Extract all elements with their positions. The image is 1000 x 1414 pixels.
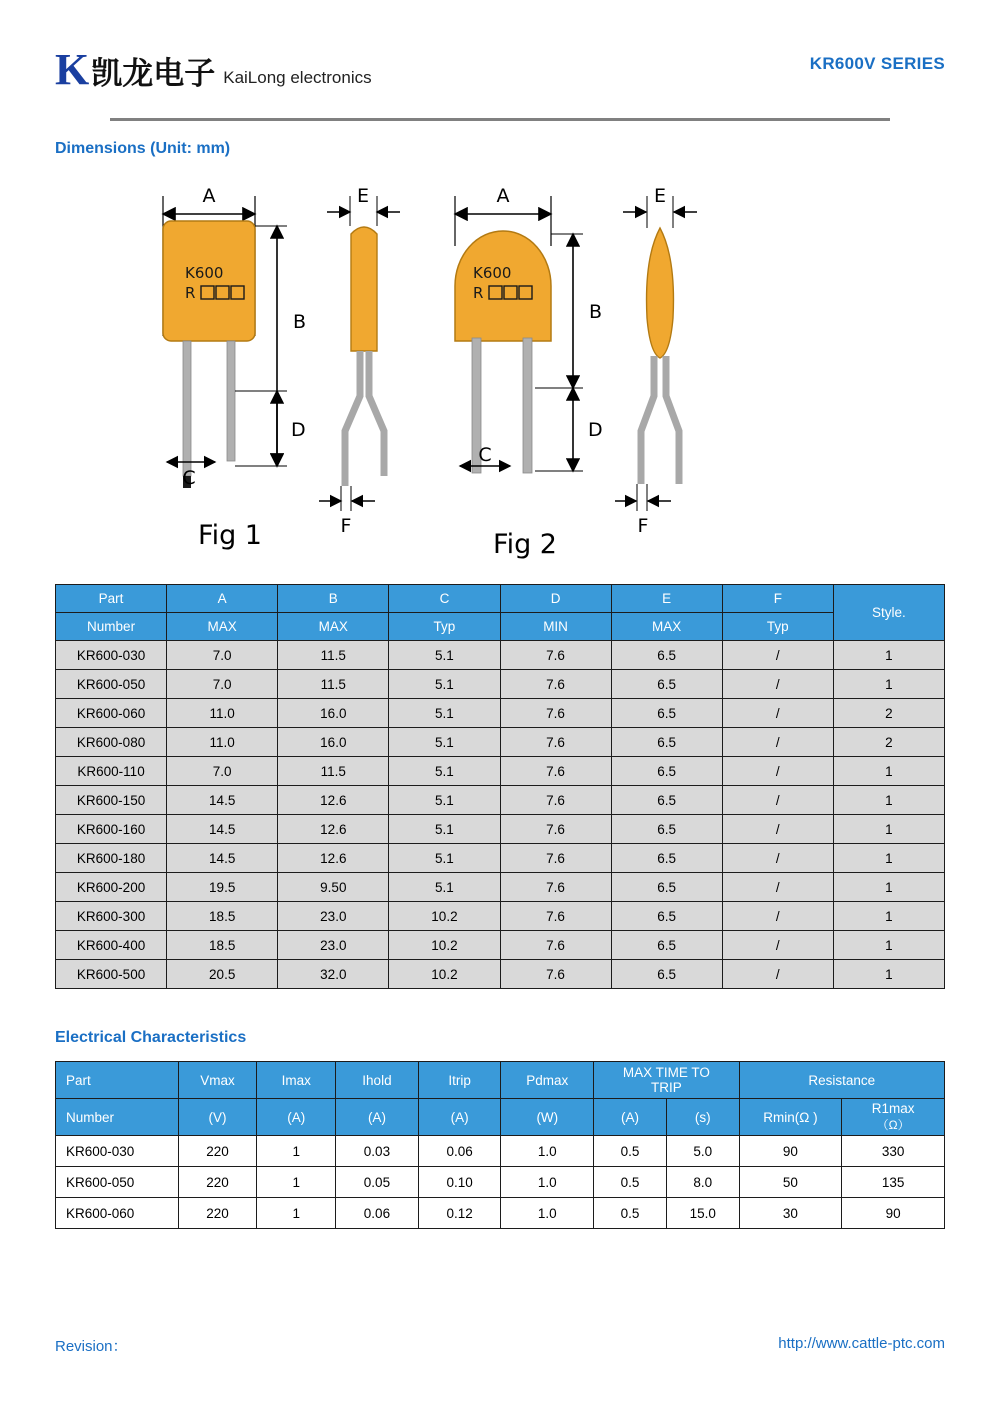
dim-cell-value: 7.6	[500, 815, 611, 844]
ec-cell-value: 1	[257, 1136, 336, 1167]
dim-header-d-min: MIN	[500, 613, 611, 641]
dim-cell-value: 1	[833, 641, 944, 670]
dim-cell-value: 11.5	[278, 670, 389, 699]
dim-cell-value: 14.5	[167, 815, 278, 844]
revision-label: Revision：	[55, 1338, 128, 1355]
dim-cell-value: 6.5	[611, 699, 722, 728]
dim-cell-value: 7.6	[500, 670, 611, 699]
dim-cell-value: 5.1	[389, 844, 500, 873]
dim-cell-value: 7.0	[167, 641, 278, 670]
dim-cell-value: 9.50	[278, 873, 389, 902]
ec-header-rmin: Rmin(Ω )	[739, 1099, 842, 1136]
dim-header-c: C	[389, 585, 500, 613]
dim-cell-value: 2	[833, 699, 944, 728]
ec-header-itrip: Itrip	[418, 1062, 501, 1099]
dim-cell-value: 5.1	[389, 670, 500, 699]
ec-cell-value: 0.5	[594, 1198, 667, 1229]
dim-cell-part-number: KR600-150	[56, 786, 167, 815]
ec-cell-part-number: KR600-060	[56, 1198, 179, 1229]
dim-cell-value: 6.5	[611, 902, 722, 931]
logo-english-name: KaiLong electronics	[223, 67, 372, 87]
dim-cell-value: 1	[833, 786, 944, 815]
svg-text:C: C	[478, 444, 492, 466]
table-row	[56, 786, 945, 815]
dim-cell-value: /	[722, 670, 833, 699]
dim-cell-value: 10.2	[389, 960, 500, 989]
table-row	[56, 902, 945, 931]
electrical-table-body	[56, 1136, 945, 1229]
dim-cell-value: 10.2	[389, 902, 500, 931]
ec-header-r1max	[842, 1099, 945, 1136]
dim-cell-value: 5.1	[389, 641, 500, 670]
dim-cell-part-number: KR600-160	[56, 815, 167, 844]
ec-unit-a-time: (A)	[594, 1099, 667, 1136]
ec-header-r1max-label: R1max	[871, 1101, 915, 1116]
dim-cell-value: 7.6	[500, 960, 611, 989]
ec-header-vmax: Vmax	[178, 1062, 257, 1099]
dim-cell-value: 12.6	[278, 786, 389, 815]
ec-header-resistance: Resistance	[739, 1062, 944, 1099]
dimension-drawing	[55, 166, 945, 566]
ec-cell-value: 1	[257, 1198, 336, 1229]
ec-cell-value: 30	[739, 1198, 842, 1229]
dim-cell-value: 1	[833, 757, 944, 786]
table-row	[56, 641, 945, 670]
dimensions-table	[55, 584, 945, 989]
dim-cell-value: 11.0	[167, 728, 278, 757]
page-footer	[55, 1335, 945, 1356]
dim-header-f-typ: Typ	[722, 613, 833, 641]
dim-header-c-typ: Typ	[389, 613, 500, 641]
dim-cell-value: 19.5	[167, 873, 278, 902]
dim-header-d: D	[500, 585, 611, 613]
svg-text:F: F	[340, 515, 352, 537]
dim-header-a-max: MAX	[167, 613, 278, 641]
dim-header-f: F	[722, 585, 833, 613]
ec-unit-s: (s)	[666, 1099, 739, 1136]
dim-cell-value: 7.6	[500, 699, 611, 728]
dim-cell-value: /	[722, 844, 833, 873]
table-row	[56, 960, 945, 989]
dim-cell-value: 14.5	[167, 844, 278, 873]
svg-text:K600: K600	[473, 264, 512, 282]
ec-header-maxtime-line1: MAX TIME TO	[622, 1065, 710, 1080]
dim-cell-value: /	[722, 960, 833, 989]
dim-header-a: A	[167, 585, 278, 613]
series-title: KR600V SERIES	[809, 54, 945, 73]
ec-header-pdmax: Pdmax	[501, 1062, 594, 1099]
dim-cell-part-number: KR600-050	[56, 670, 167, 699]
dim-cell-value: 16.0	[278, 728, 389, 757]
dim-cell-value: 23.0	[278, 931, 389, 960]
ec-unit-w: (W)	[501, 1099, 594, 1136]
dim-cell-value: 6.5	[611, 844, 722, 873]
dim-cell-value: 1	[833, 873, 944, 902]
dim-cell-value: 5.1	[389, 699, 500, 728]
ec-header-r1max-unit: （Ω）	[876, 1118, 910, 1132]
table-row	[56, 757, 945, 786]
dim-cell-value: 7.0	[167, 670, 278, 699]
dim-header-b: B	[278, 585, 389, 613]
dim-cell-value: 5.1	[389, 815, 500, 844]
ec-cell-value: 220	[178, 1136, 257, 1167]
ec-cell-part-number: KR600-050	[56, 1167, 179, 1198]
ec-cell-value: 8.0	[666, 1167, 739, 1198]
dim-cell-value: 11.5	[278, 757, 389, 786]
ec-header-ihold: Ihold	[336, 1062, 419, 1099]
dim-cell-value: 6.5	[611, 931, 722, 960]
table-header-row	[56, 585, 945, 613]
dim-cell-value: 1	[833, 931, 944, 960]
dim-cell-value: 1	[833, 844, 944, 873]
svg-text:K600: K600	[185, 264, 224, 282]
dim-cell-value: 6.5	[611, 960, 722, 989]
ec-header-maxtime	[594, 1062, 739, 1099]
dim-header-part: Part	[56, 585, 167, 613]
dim-cell-part-number: KR600-300	[56, 902, 167, 931]
table-row	[56, 670, 945, 699]
dim-cell-value: 6.5	[611, 757, 722, 786]
dim-cell-value: /	[722, 699, 833, 728]
dim-cell-value: 32.0	[278, 960, 389, 989]
svg-text:Fig 2: Fig 2	[493, 529, 557, 560]
table-row	[56, 1198, 945, 1229]
dim-cell-value: 7.6	[500, 786, 611, 815]
table-header-row-units	[56, 613, 945, 641]
ec-unit-a-ihold: (A)	[336, 1099, 419, 1136]
dim-cell-value: 7.6	[500, 931, 611, 960]
ec-cell-value: 0.06	[418, 1136, 501, 1167]
svg-text:B: B	[589, 301, 603, 323]
dim-cell-value: 16.0	[278, 699, 389, 728]
dim-cell-value: 7.6	[500, 641, 611, 670]
dim-cell-value: 5.1	[389, 728, 500, 757]
ec-cell-value: 330	[842, 1136, 945, 1167]
ec-cell-value: 0.03	[336, 1136, 419, 1167]
dim-cell-part-number: KR600-060	[56, 699, 167, 728]
ec-cell-value: 1.0	[501, 1198, 594, 1229]
header-divider	[110, 118, 890, 121]
ec-cell-value: 220	[178, 1198, 257, 1229]
ec-unit-v: (V)	[178, 1099, 257, 1136]
svg-text:F: F	[637, 515, 649, 537]
dim-cell-value: 18.5	[167, 902, 278, 931]
dim-cell-value: 7.6	[500, 902, 611, 931]
ec-header-maxtime-line2: TRIP	[650, 1080, 682, 1095]
ec-cell-value: 15.0	[666, 1198, 739, 1229]
dim-cell-value: 12.6	[278, 815, 389, 844]
dim-cell-value: /	[722, 873, 833, 902]
svg-text:C: C	[182, 467, 196, 489]
dim-cell-part-number: KR600-030	[56, 641, 167, 670]
dim-cell-value: /	[722, 931, 833, 960]
table-row	[56, 931, 945, 960]
ec-cell-value: 1.0	[501, 1136, 594, 1167]
dim-cell-value: 7.6	[500, 844, 611, 873]
dim-cell-value: 23.0	[278, 902, 389, 931]
dim-cell-value: 12.6	[278, 844, 389, 873]
ec-header-imax: Imax	[257, 1062, 336, 1099]
dim-cell-value: 6.5	[611, 670, 722, 699]
dim-cell-value: 14.5	[167, 786, 278, 815]
ec-cell-value: 0.5	[594, 1136, 667, 1167]
table-row	[56, 815, 945, 844]
logo-k-icon: K	[55, 45, 88, 94]
dim-cell-value: /	[722, 641, 833, 670]
dim-cell-value: 7.0	[167, 757, 278, 786]
dim-cell-value: 6.5	[611, 786, 722, 815]
logo-chinese-name: 凯龙电子	[91, 55, 216, 92]
dim-cell-value: 5.1	[389, 873, 500, 902]
ec-cell-value: 50	[739, 1167, 842, 1198]
electrical-section-title: Electrical Characteristics	[55, 1029, 247, 1046]
svg-text:R: R	[473, 284, 484, 302]
table-row	[56, 873, 945, 902]
dimension-drawing-svg	[55, 166, 945, 566]
ec-cell-value: 1	[257, 1167, 336, 1198]
dim-cell-value: /	[722, 757, 833, 786]
ec-cell-part-number: KR600-030	[56, 1136, 179, 1167]
dim-cell-part-number: KR600-500	[56, 960, 167, 989]
dim-cell-value: 6.5	[611, 728, 722, 757]
ec-cell-value: 0.06	[336, 1198, 419, 1229]
table-header-row-units	[56, 1099, 945, 1136]
dim-cell-part-number: KR600-110	[56, 757, 167, 786]
dim-cell-value: 1	[833, 902, 944, 931]
table-row	[56, 844, 945, 873]
dim-cell-value: /	[722, 815, 833, 844]
dim-header-b-max: MAX	[278, 613, 389, 641]
dim-header-e: E	[611, 585, 722, 613]
ec-unit-a-itrip: (A)	[418, 1099, 501, 1136]
svg-text:R: R	[185, 284, 196, 302]
ec-cell-value: 0.5	[594, 1167, 667, 1198]
ec-cell-value: 90	[739, 1136, 842, 1167]
dim-cell-value: 11.0	[167, 699, 278, 728]
electrical-section	[55, 1029, 945, 1229]
ec-cell-value: 220	[178, 1167, 257, 1198]
dim-cell-part-number: KR600-400	[56, 931, 167, 960]
ec-cell-value: 0.10	[418, 1167, 501, 1198]
dim-cell-value: 6.5	[611, 873, 722, 902]
dim-cell-value: 5.1	[389, 757, 500, 786]
dimensions-table-head	[56, 585, 945, 641]
svg-text:E: E	[356, 185, 370, 207]
svg-text:A: A	[202, 185, 216, 207]
table-row	[56, 1167, 945, 1198]
ec-cell-value: 5.0	[666, 1136, 739, 1167]
ec-cell-value: 90	[842, 1198, 945, 1229]
ec-cell-value: 0.12	[418, 1198, 501, 1229]
dim-cell-value: 7.6	[500, 757, 611, 786]
dim-cell-value: 10.2	[389, 931, 500, 960]
dim-cell-part-number: KR600-180	[56, 844, 167, 873]
dim-cell-part-number: KR600-080	[56, 728, 167, 757]
ec-unit-a-imax: (A)	[257, 1099, 336, 1136]
dim-cell-value: /	[722, 728, 833, 757]
svg-text:Fig 1: Fig 1	[198, 520, 262, 551]
dim-cell-value: 6.5	[611, 815, 722, 844]
dim-header-number: Number	[56, 613, 167, 641]
dim-cell-value: 6.5	[611, 641, 722, 670]
ec-header-part: Part	[56, 1062, 179, 1099]
dim-cell-value: 20.5	[167, 960, 278, 989]
dim-cell-value: 1	[833, 670, 944, 699]
dimensions-section-title: Dimensions (Unit: mm)	[55, 140, 231, 157]
svg-text:B: B	[293, 311, 307, 333]
dim-cell-value: 2	[833, 728, 944, 757]
table-row	[56, 1136, 945, 1167]
website-link[interactable]: http://www.cattle-ptc.com	[778, 1335, 945, 1352]
ec-cell-value: 0.05	[336, 1167, 419, 1198]
table-header-row	[56, 1062, 945, 1099]
dim-cell-value: 5.1	[389, 786, 500, 815]
electrical-table	[55, 1061, 945, 1229]
table-row	[56, 699, 945, 728]
electrical-table-head	[56, 1062, 945, 1136]
table-row	[56, 728, 945, 757]
page-header	[55, 0, 945, 128]
dim-cell-value: 11.5	[278, 641, 389, 670]
dim-cell-value: 7.6	[500, 728, 611, 757]
dim-header-style: Style.	[833, 585, 944, 641]
ec-header-number: Number	[56, 1099, 179, 1136]
dim-cell-part-number: KR600-200	[56, 873, 167, 902]
dim-cell-value: /	[722, 786, 833, 815]
ec-cell-value: 1.0	[501, 1167, 594, 1198]
dim-cell-value: 1	[833, 960, 944, 989]
svg-text:D: D	[588, 419, 603, 441]
dim-cell-value: /	[722, 902, 833, 931]
svg-text:E: E	[653, 185, 667, 207]
dim-cell-value: 7.6	[500, 873, 611, 902]
dimensions-table-body	[56, 641, 945, 989]
ec-cell-value: 135	[842, 1167, 945, 1198]
dim-cell-value: 1	[833, 815, 944, 844]
dim-cell-value: 18.5	[167, 931, 278, 960]
svg-text:D: D	[291, 419, 306, 441]
svg-text:A: A	[496, 185, 510, 207]
dim-header-e-max: MAX	[611, 613, 722, 641]
